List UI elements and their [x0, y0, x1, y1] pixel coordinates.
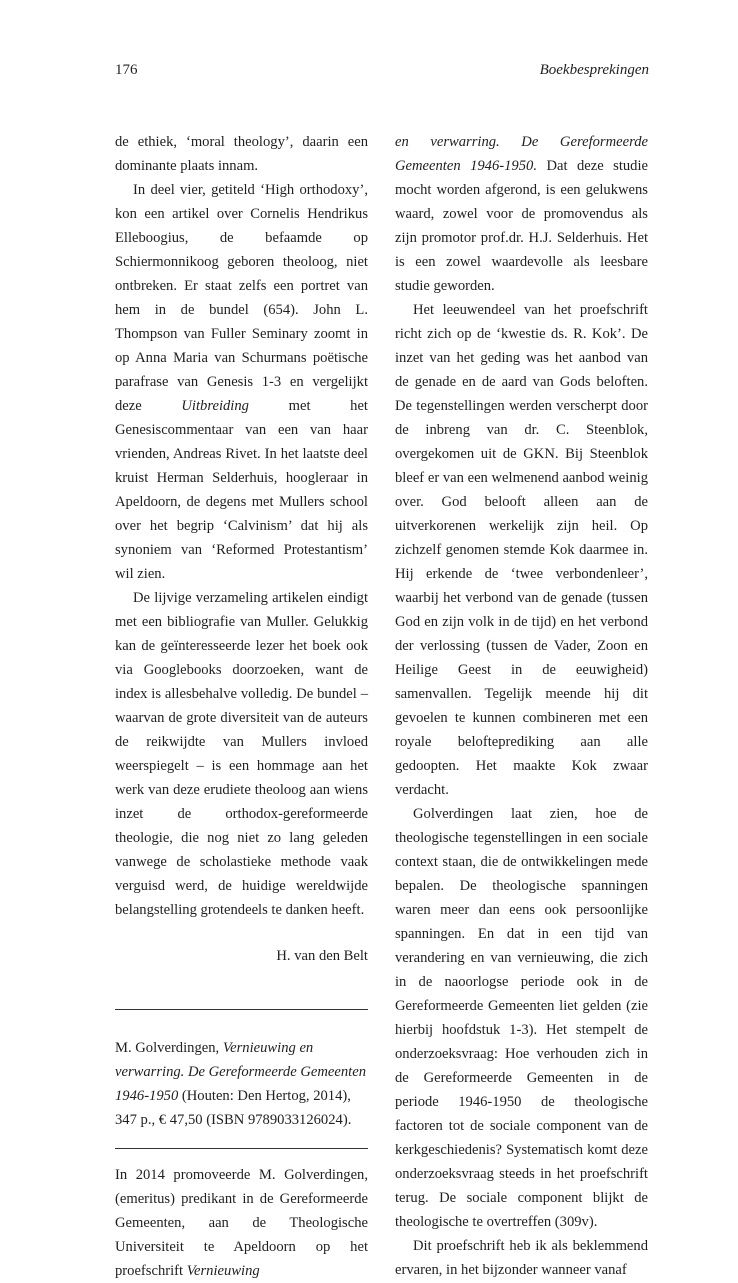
divider — [115, 1148, 368, 1149]
paragraph — [115, 178, 368, 586]
paragraph: De lijvige verzameling artikelen eindigt met een bibliografie van Muller. Gelukkig kan de geïnteresseerde lezer het boek ook via Googlebooks doorzoeken, want de index is allesbehalve volledig. De bundel – waarvan de grote diversiteit van de auteurs de reikwijdte van Mullers invloed weerspiegelt – is een hommage aan het werk van deze erudiete theoloog aan wiens inzet de orthodox-gereformeerde theologie, die nog niet zo lang geleden vanwege de scholastieke methode vaak verguisd werd, de huidige wereldwijde belangstelling grotendeels te danken heeft. — [115, 590, 368, 918]
italic-title: Vernieuwing — [186, 1263, 260, 1279]
paragraph: Het leeuwendeel van het proefschrift richt zich op de ‘kwestie ds. R. Kok’. De inzet van het geding was het aanbod van de genade en de aard van Gods beloften. De tegenstellingen werden verscherpt door de inbreng van dr. C. Steenblok, overgekomen uit de GKN. Bij Steenblok bleef er van een welmenend aanbod weinig over. God belooft alleen aan de uitverkorenen werkelijk zijn heil. Op zichzelf genomen stemde Kok daarmee in. Hij erkende de ‘twee verbondenleer’, waarbij het verbond van de genade (tussen God en zijn volk in de tijd) en het verbond der verlossing (tussen de Vader, Zoon en Heilige Geest in de eeuwigheid) samenvallen. Tegelijk meende hij dit gevoelen te kunnen combineren met een royale belofteprediking aan alle gedoopten. Het maakte Kok zwaar verdacht. — [395, 302, 648, 798]
text-run: In 2014 promoveerde M. Golverdingen, (emeritus) predikant in de Gereformeerde Gemeenten, aan de Theologische Universiteit te Apeldoorn op het proefschrift — [115, 1167, 368, 1279]
page-number: 176 — [115, 62, 138, 78]
paragraph: Golverdingen laat zien, hoe de theologische tegenstellingen in een sociale context staan, die de ontwikkelingen mede bepalen. De theologische spanningen waren meer dan eens ook persoonlijke spanningen. En dat in een tijd van verandering en van vernieuwing, die zich in de naoorlogse periode ook in de Gereformeerde Gemeenten liet gelden (zie hierbij hoofdstuk 1-3). Het stempelt de onderzoeksvraag: Hoe verhouden zich in de Gereformeerde Gemeenten in de periode 1946-1950 de theologische factoren tot de sociale component van de kerkgeschiedenis? Systematisch komt deze onderzoeksvraag steeds in het proefschrift terug. De sociale component blijkt de theologische te overtreffen (309v). — [395, 806, 648, 1230]
bib-author: M. Golverdingen, — [115, 1040, 223, 1056]
bib-details: (Houten: Den Hertog, 2014), 347 p., € 47,50 (ISBN 9789033126024). — [115, 1088, 352, 1128]
bibliographic-entry — [115, 1010, 368, 1148]
reviewer-signature: H. van den Belt — [276, 948, 368, 964]
italic-title: en verwarring. De Gereformeerde Gemeenten 1946-1950. — [395, 134, 648, 174]
paragraph — [395, 130, 648, 298]
text-run: met het Genesiscommentaar van een van haar vrienden, Andreas Rivet. In het laatste deel kruist Herman Selderhuis, hoogleraar in Apeldoorn, de degens met Mullers school over het begrip ‘Calvinism’ dat hij als synoniem van ‘Reformed Protestantism’ wil zien. — [115, 398, 368, 582]
paragraph — [115, 1163, 368, 1283]
italic-title: Uitbreiding — [181, 398, 249, 414]
text-run: In deel vier, getiteld ‘High orthodoxy’, kon een artikel over Cornelis Hendrikus Elleboogius, de befaamde op Schiermonnikoog geboren theoloog, niet ontbreken. Er staat zelfs een portret van hem in de bundel (654). John L. Thompson van Fuller Seminary zoomt in op Anna Maria van Schurmans poëtische parafrase van Genesis 1-3 en vergelijkt deze — [115, 182, 368, 414]
running-head: Boekbesprekingen — [539, 62, 649, 78]
right-column — [395, 130, 648, 1282]
left-column — [115, 130, 368, 1283]
bib-title: Vernieuwing en verwarring. De Gereformeerde Gemeenten 1946-1950 — [115, 1040, 366, 1104]
paragraph: de ethiek, ‘moral theology’, daarin een dominante plaats innam. — [115, 134, 368, 174]
paragraph: Dit proefschrift heb ik als beklemmend ervaren, in het bijzonder wanneer vanaf — [395, 1238, 648, 1278]
bib-text — [115, 1036, 368, 1132]
text-run: Dat deze studie mocht worden afgerond, is een gelukwens waard, zowel voor de promovendus als zijn promotor prof.dr. H.J. Selderhuis. Het is een zowel waardevolle als leesbare studie geworden. — [395, 158, 649, 294]
